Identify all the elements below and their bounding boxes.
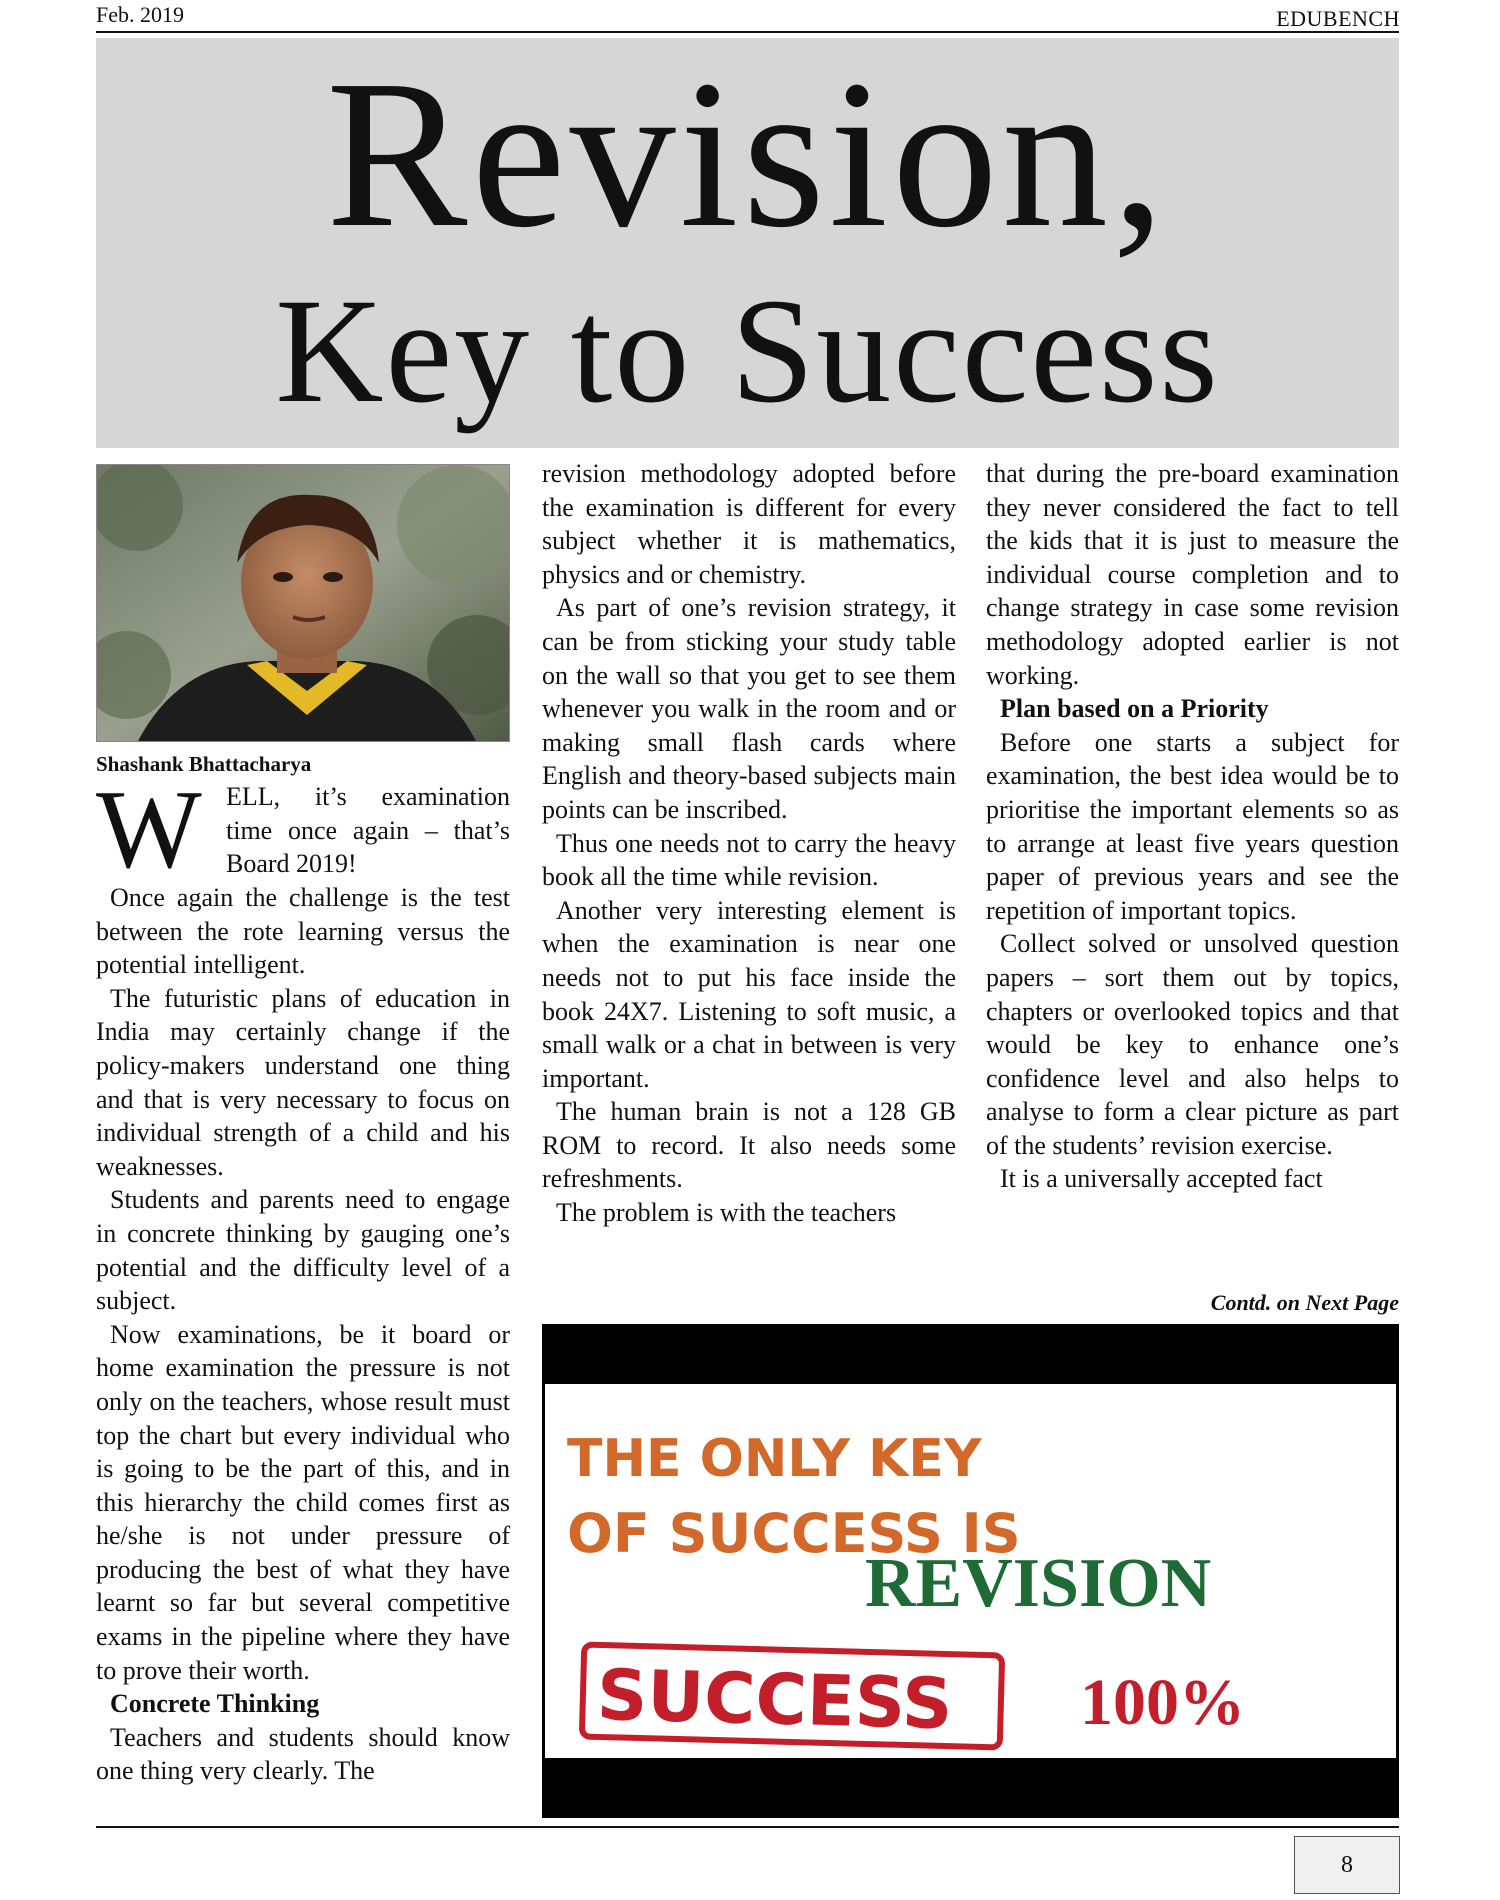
poster-line-3: REVISION xyxy=(865,1545,1212,1622)
paragraph: that during the pre-board examination they never considered the fact to tell the kids that it is just to measure the individual course completion and to change strategy in case some revision methodology adopted earlier is not working. xyxy=(986,459,1399,690)
poster-graphic xyxy=(545,1384,1396,1758)
paragraph: The problem is with the teachers xyxy=(556,1198,897,1228)
article-column-1 xyxy=(96,768,510,1788)
paragraph: Before one starts a subject for examination, the best idea would be to prioritise the important elements so as to arrange at least five years question paper of previous years and see the repetition of important topics. xyxy=(986,727,1399,925)
paragraph: The futuristic plans of education in India may certainly change if the policy-makers understand one thing and that is very necessary to focus on individual strength of a child and his weaknesses. xyxy=(96,983,510,1181)
poster-panel xyxy=(545,1384,1396,1758)
poster-percent: 100% xyxy=(1080,1666,1245,1739)
paragraph: Students and parents need to engage in concrete thinking by gauging one’s potential and the difficulty level of a subject. xyxy=(96,1185,510,1316)
paragraph: Once again the challenge is the test between the rote learning versus the potential intelligent. xyxy=(96,883,510,980)
drop-cap: W xyxy=(96,768,202,892)
continued-note: Contd. on Next Page xyxy=(1210,1290,1399,1315)
header-rule xyxy=(96,31,1399,33)
poster-line-1: THE ONLY KEY xyxy=(567,1429,982,1489)
intro-block xyxy=(96,768,510,892)
page-number: 8 xyxy=(1294,1836,1400,1894)
intro-line: ELL, it’s examination xyxy=(226,782,510,811)
footer-rule xyxy=(96,1826,1399,1828)
article-column-3 xyxy=(986,457,1399,1196)
intro-lines xyxy=(226,780,510,881)
subheading: Concrete Thinking xyxy=(110,1689,320,1719)
intro-line: time once again – that’s xyxy=(226,815,510,845)
paragraph: It is a universally accepted fact xyxy=(1000,1164,1323,1194)
headline-banner xyxy=(96,38,1399,448)
headline-line1: Revision, xyxy=(326,38,1169,271)
issue-date: Feb. 2019 xyxy=(96,2,184,27)
paragraph: Thus one needs not to carry the heavy book all the time while revision. xyxy=(542,828,956,892)
headline-line2: Key to Success xyxy=(275,268,1220,434)
subheading: Plan based on a Priority xyxy=(1000,694,1269,724)
portrait-image xyxy=(97,465,510,742)
poster-line-2: OF SUCCESS IS xyxy=(567,1502,1021,1565)
article-column-2 xyxy=(542,457,956,1230)
revision-poster xyxy=(542,1324,1399,1818)
paragraph: Teachers and students should know one thing very clearly. The xyxy=(96,1722,510,1786)
publication-name: EDUBENCH xyxy=(1276,6,1400,31)
paragraph: Collect solved or unsolved question papers – sort them out by topics, chapters or overlooked topics and that would be key to enhance one’s confidence level and also helps to analyse to form a clear picture as part of the students’ revision exercise. xyxy=(986,929,1399,1160)
stamp-text: SUCCESS xyxy=(595,1653,954,1746)
intro-line: Board 2019! xyxy=(226,849,357,879)
paragraph: revision methodology adopted before the examination is different for every subject whether it is mathematics, physics and or chemistry. xyxy=(542,459,956,589)
author-byline: Shashank Bhattacharya xyxy=(96,752,312,776)
paragraph: Another very interesting element is when the examination is near one needs not to put his face inside the book 24X7. Listening to soft music, a small walk or a chat in between is very important. xyxy=(542,895,956,1093)
paragraph: As part of one’s revision strategy, it can be from sticking your study table on the wall so that you get to see them whenever you walk in the room and or making small flash cards where English and theory-based subjects main points can be inscribed. xyxy=(542,593,956,824)
author-photo xyxy=(96,464,510,742)
paragraph: The human brain is not a 128 GB ROM to record. It also needs some refreshments. xyxy=(542,1097,956,1194)
paragraph: Now examinations, be it board or home examination the pressure is not only on the teachers, whose result must top the chart but every individual who is going to be the part of this, and in this hierarchy the child comes first as he/she is not under pressure of producing the best of what they have learnt so far but several competitive exams in the pipeline where they have to prove their worth. xyxy=(96,1319,510,1685)
